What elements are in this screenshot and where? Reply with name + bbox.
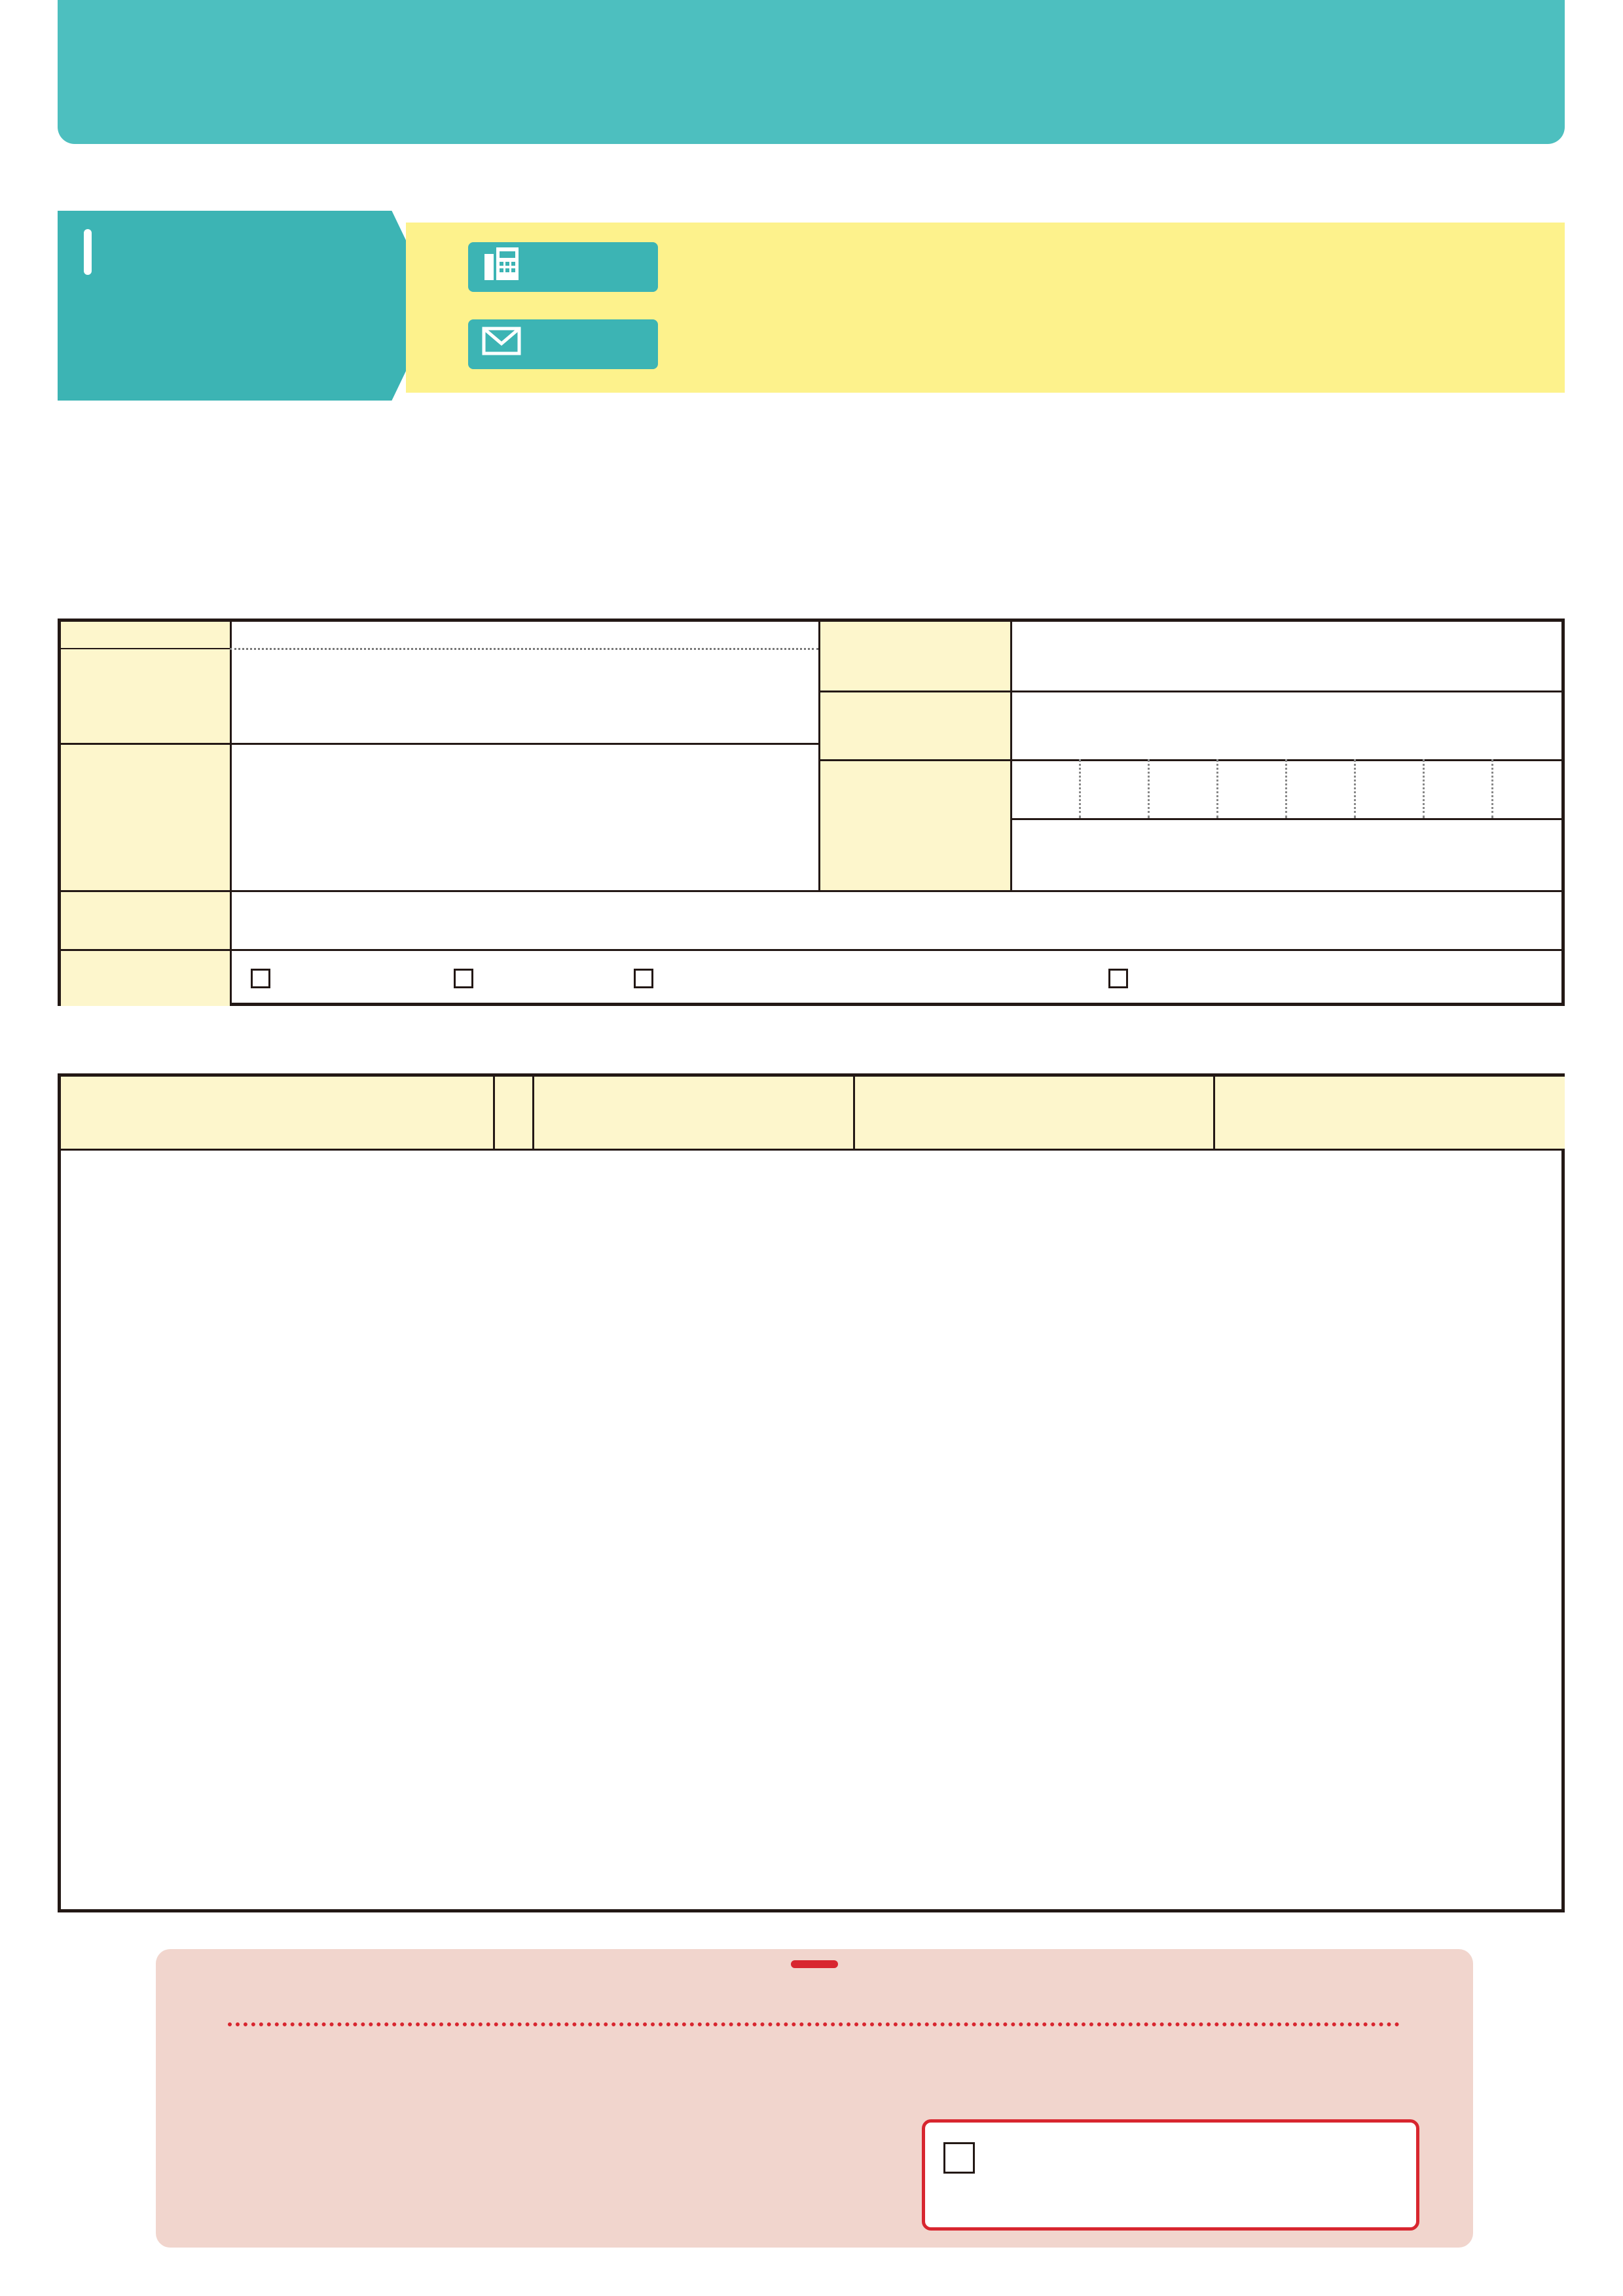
applicants-table [58, 1073, 1565, 1912]
checkbox[interactable] [634, 969, 653, 988]
col-birth [534, 1077, 853, 1149]
mail-icon [479, 325, 524, 364]
contact-person-label [820, 692, 1010, 759]
mail-label [468, 319, 658, 369]
office-name-label [61, 648, 230, 743]
col-name [61, 1077, 493, 1149]
method-hospital-brain[interactable] [1108, 963, 1135, 992]
note-red [118, 411, 147, 513]
furigana-label [61, 622, 230, 648]
fax-label [468, 242, 658, 292]
header-banner [58, 0, 1565, 144]
tel-label [820, 622, 1010, 691]
fax-icon [479, 245, 524, 290]
checkbox[interactable] [454, 969, 473, 988]
checkbox[interactable] [251, 969, 270, 988]
method-group[interactable] [454, 963, 480, 992]
subsidy-title [156, 1958, 1473, 1971]
col-wish [855, 1077, 1213, 1149]
request-option[interactable] [943, 2137, 985, 2178]
request-checkbox[interactable] [943, 2142, 975, 2174]
address-label [61, 745, 230, 890]
email-label [61, 892, 230, 949]
subsidy-box [156, 1949, 1473, 2248]
col-ins [1215, 1077, 1565, 1149]
office-table [58, 619, 1565, 1006]
deadline-highlight [84, 229, 92, 275]
method-label [61, 951, 230, 1006]
contact-box [406, 223, 1565, 393]
deadline-box [58, 211, 437, 401]
checkbox[interactable] [1108, 969, 1128, 988]
method-bus[interactable] [251, 963, 277, 992]
method-hospital-health[interactable] [634, 963, 660, 992]
subsidy-title-text [791, 1960, 838, 1968]
request-box[interactable] [922, 2119, 1419, 2231]
deadline-line2 [84, 226, 437, 279]
insurance-label [820, 761, 1010, 890]
col-sex [495, 1077, 532, 1149]
